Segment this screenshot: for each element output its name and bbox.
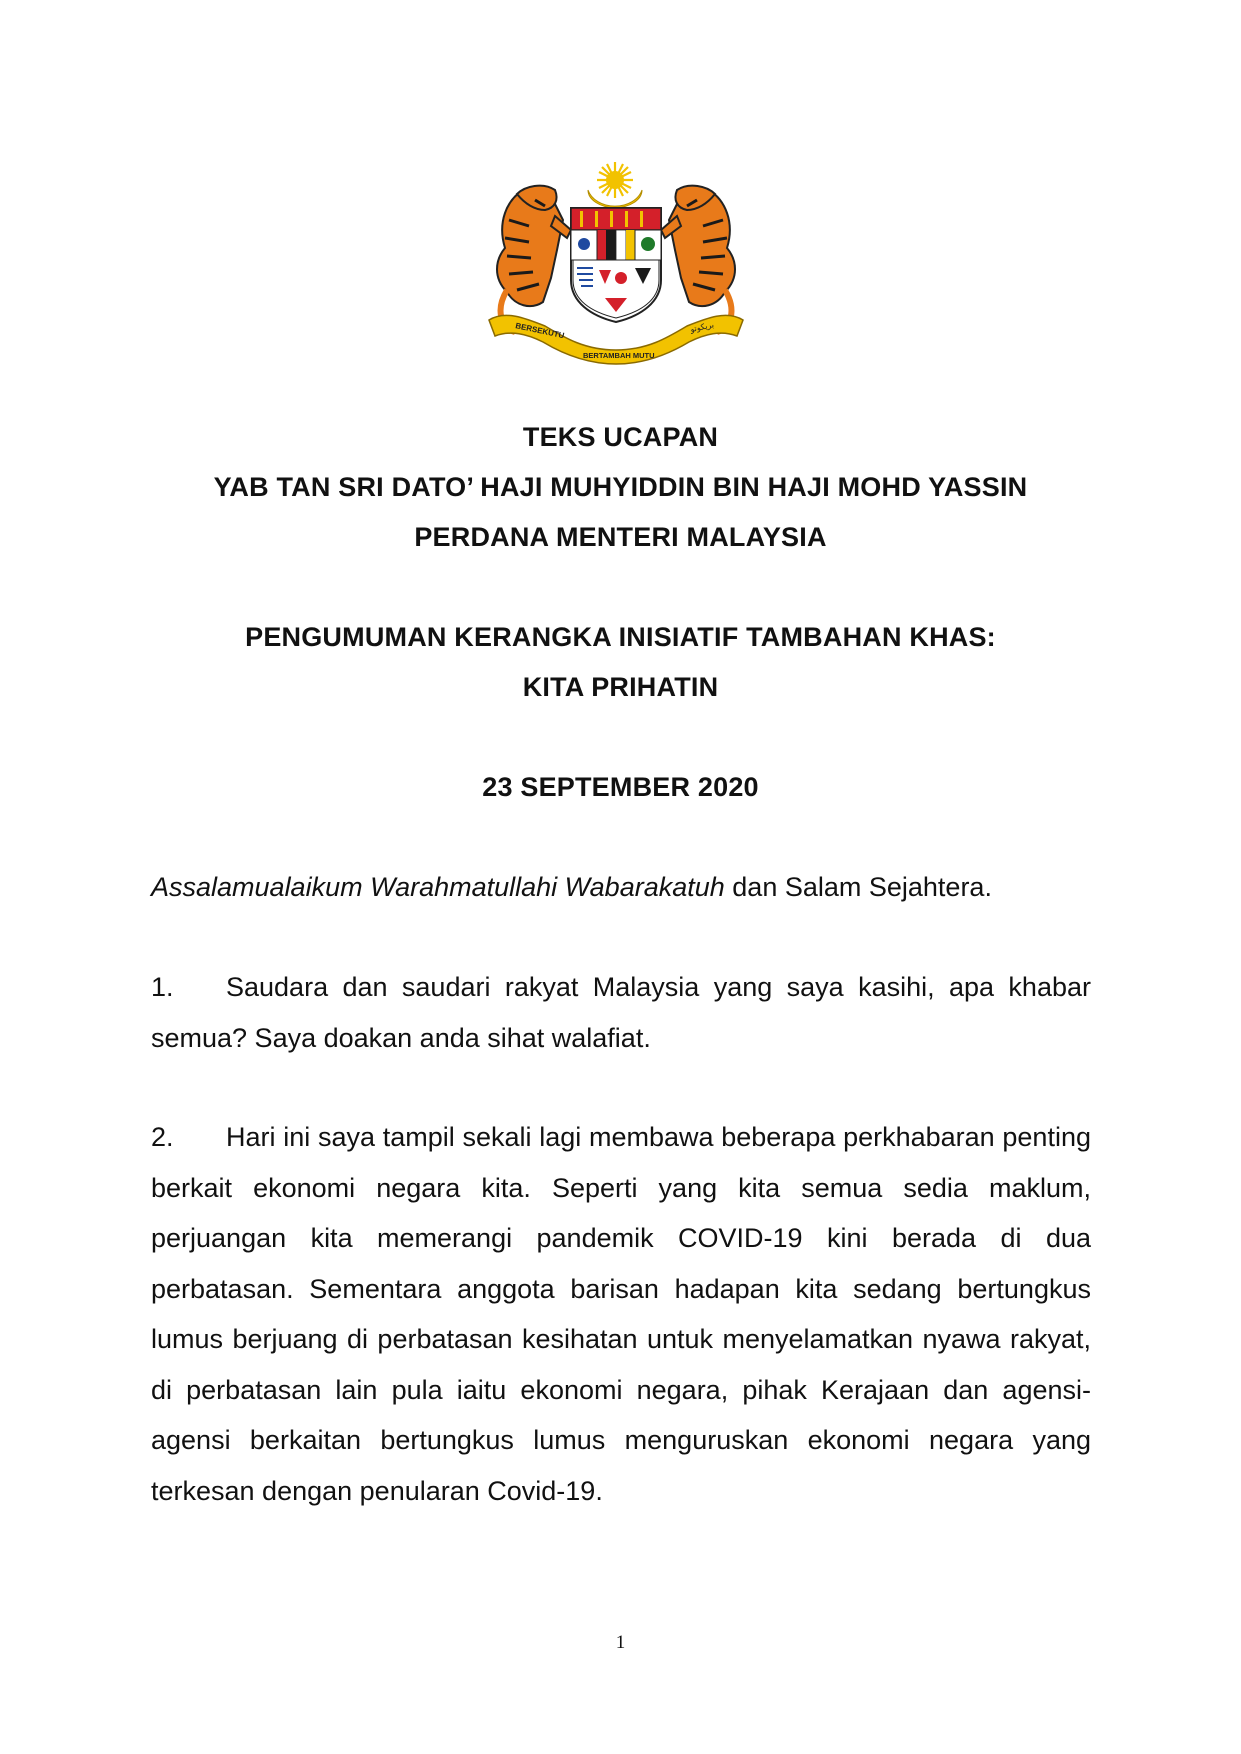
heading-speaker: YAB TAN SRI DATO’ HAJI MUHYIDDIN BIN HAJI MOHD YASSIN (213, 472, 1028, 502)
speech-date (0, 762, 1241, 812)
shield (571, 208, 661, 322)
right-tiger (661, 186, 735, 332)
paragraph-2 (151, 1112, 1091, 1516)
speech-heading (0, 412, 1241, 562)
speech-subject (0, 612, 1241, 712)
left-tiger (497, 186, 571, 332)
motto-left-text: BERSEKUTU (514, 321, 566, 341)
subject-line-2: KITA PRIHATIN (522, 672, 719, 702)
motto-bottom-text: BERTAMBAH MUTU (583, 351, 655, 360)
date-text: 23 SEPTEMBER 2020 (482, 772, 759, 802)
paragraph-1 (151, 962, 1091, 1063)
federal-star (597, 162, 633, 198)
page-number: 1 (615, 1632, 626, 1653)
heading-position: PERDANA MENTERI MALAYSIA (414, 522, 827, 552)
paragraph-text: Hari ini saya tampil sekali lagi membawa beberapa perkhabaran penting berkait ekonomi negara kita. Seperti yang kita semua sedia maklum, perjuangan kita memerangi pandemik COVID-19 kini berada di dua perbatasan. Sementara anggota barisan hadapan kita sedang bertungkus lumus berjuang di perbatasan kesihatan untuk menyelamatkan nyawa rakyat, di perbatasan lain pula iaitu ekonomi negara, pihak Kerajaan dan agensi-agensi berkaitan bertungkus lumus menguruskan ekonomi negara yang terkesan dengan penularan Covid-19. (151, 1122, 1091, 1506)
greeting-italic: Assalamualaikum Warahmatullahi Wabarakatuh (151, 872, 725, 902)
paragraph-number: 2. (151, 1122, 174, 1152)
paragraph-text: Saudara dan saudari rakyat Malaysia yang saya kasihi, apa khabar semua? Saya doakan anda sihat walafiat. (151, 972, 1091, 1053)
malaysia-coat-of-arms-logo (485, 160, 747, 365)
paragraph-number: 1. (151, 972, 174, 1002)
heading-title: TEKS UCAPAN (522, 422, 719, 452)
greeting-rest: dan Salam Sejahtera. (724, 872, 992, 902)
subject-line-1: PENGUMUMAN KERANGKA INISIATIF TAMBAHAN KHAS: (245, 622, 996, 652)
greeting (151, 862, 1091, 913)
motto-right-text: بريکوتو (689, 320, 715, 334)
